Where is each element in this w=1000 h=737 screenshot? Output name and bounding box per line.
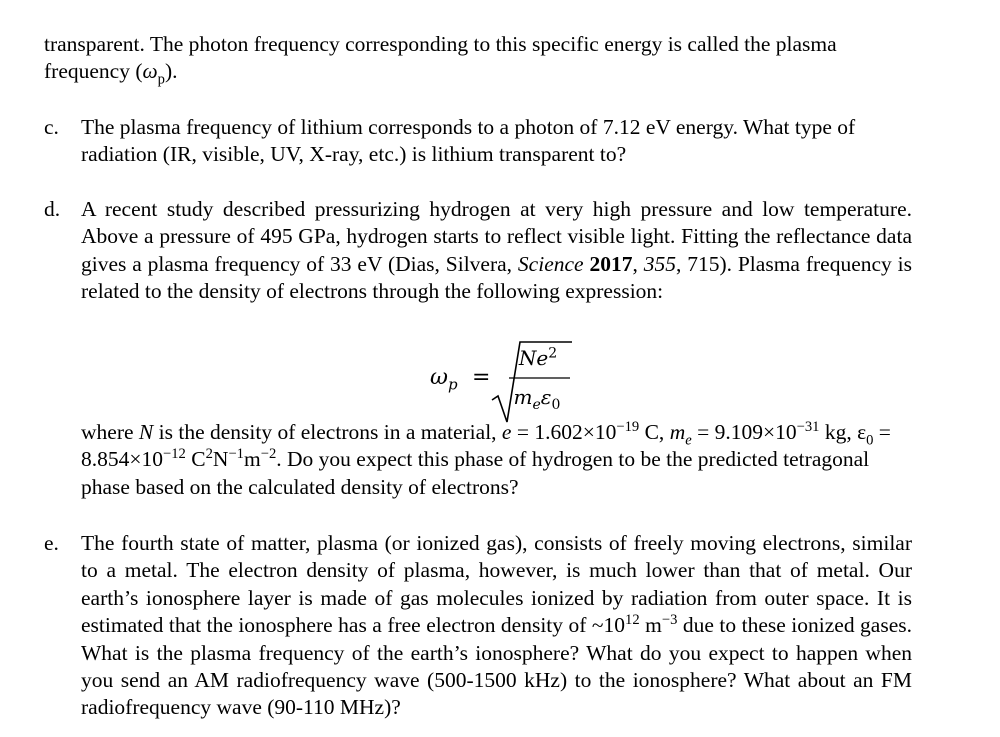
intro-text-end: ). bbox=[164, 59, 178, 84]
equation-denominator: $m_e\varepsilon_0$ bbox=[513, 385, 561, 413]
question-e-text: The fourth state of matter, plasma (or ionized gas), consists of freely moving electrons, similar to a metal. The electron density of plasma, however, is much lower than that of metal. Our earth’s ionosphere layer is made of gas molecules ionized by radiation from outer space. It is estimated that the ionosphere has a free electron density of $\sim 10^{12}$ $m^{-3}$ due to these ionized gases. What is the plasma frequency of the earth’s ionosphere? What do you expect to happen when you send an AM radiofrequency wave (500-1500 kHz) to the ionosphere? What about an FM radiofrequency wave (90-110 MHz)? bbox=[81, 531, 912, 720]
question-d-letter: d. bbox=[44, 197, 61, 221]
citation-volume: 355 bbox=[643, 251, 676, 276]
omega-subscript: p bbox=[157, 71, 165, 88]
equation-definitions: where N is the density of electrons in a material, $e = 1.602\times 10^{-19}$ C, $m_e = 9.109\times 10^{-31}$ kg, $\varepsilon_0 = 8.854\times 10^{-12}$ $C^2N^{-1}m^{-2}$. Do you expect this phase of hydrogen to be the predicted tetragonal phase based on the calculated density of electrons? bbox=[81, 418, 891, 499]
question-e-letter: e. bbox=[44, 531, 59, 555]
equation-equals: = bbox=[472, 365, 491, 390]
intro-text: transparent. The photon frequency corresponding to this specific energy is called the plasma frequency ( bbox=[44, 32, 837, 84]
equation-lhs: $\omega_p$ bbox=[430, 365, 458, 394]
plasma-frequency-equation bbox=[430, 340, 630, 424]
question-d-text: A recent study described pressurizing hydrogen at very high pressure and low temperature. Above a pressure of 495 GPa, hydrogen starts to reflect visible light. Fitting the reflectance data gives a plasma frequency of 33 eV (Dias, Silvera, Science 2017, 355, 715). Plasma frequency is related to the density of electrons through the following expression: bbox=[81, 197, 912, 304]
equation-numerator: Ne$^2$ bbox=[518, 345, 558, 370]
citation-year: 2017 bbox=[589, 251, 633, 276]
omega-symbol: ω bbox=[142, 59, 158, 84]
question-c-letter: c. bbox=[44, 115, 59, 139]
question-c-text: The plasma frequency of lithium corresponds to a photon of 7.12 eV energy. What type of radiation (IR, visible, UV, X-ray, etc.) is lithium transparent to? bbox=[81, 115, 856, 167]
intro-paragraph bbox=[44, 31, 914, 86]
journal-name: Science bbox=[517, 251, 584, 276]
